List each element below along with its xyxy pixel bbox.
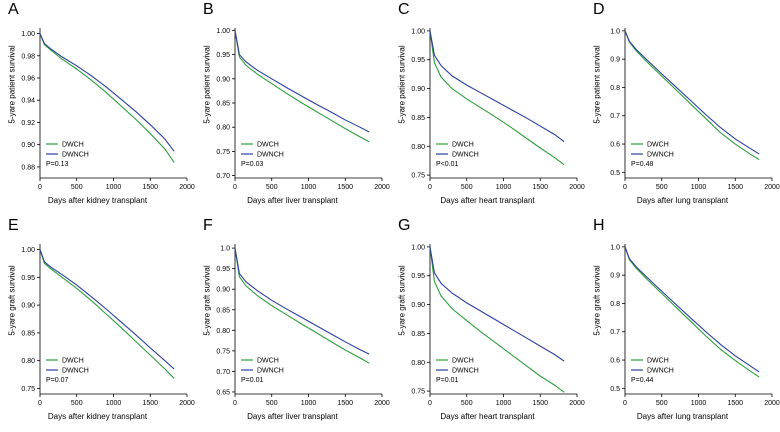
x-tick-label: 1000 [105, 184, 122, 191]
survival-curve-dwch [40, 34, 174, 163]
plot-area [0, 234, 195, 432]
y-axis-label: 5-yare patient survival [202, 45, 212, 124]
x-axis-label: Days after kidney transplant [47, 196, 148, 205]
survival-curve-dwch [235, 30, 369, 141]
y-tick-label: 0.80 [411, 359, 425, 367]
survival-curve-dwch [430, 31, 564, 165]
x-tick-label: 2000 [764, 184, 780, 191]
y-tick-label: 0.7 [610, 329, 620, 337]
chart-svg [0, 234, 195, 432]
x-tick-label: 2000 [374, 400, 390, 407]
chart-panel-a [0, 0, 195, 216]
survival-curve-dwch [40, 250, 174, 379]
survival-curve-dwch [235, 248, 369, 363]
x-tick-label: 500 [460, 400, 473, 407]
legend-label-dwnch: DWNCH [62, 367, 89, 375]
chart-svg [585, 234, 780, 432]
y-tick-label: 0.90 [21, 302, 35, 310]
chart-svg [390, 18, 585, 216]
legend-label-dwnch: DWNCH [647, 367, 674, 375]
panel-letter: E [8, 217, 19, 234]
x-tick-label: 0 [428, 400, 432, 407]
x-tick-label: 2000 [569, 184, 585, 191]
y-tick-label: 0.85 [216, 307, 230, 315]
plot-area [0, 18, 195, 216]
y-tick-label: 0.7 [610, 113, 620, 121]
plot-area [585, 18, 780, 216]
x-tick-label: 1500 [142, 400, 159, 407]
survival-curve-dwch [625, 31, 759, 160]
y-tick-label: 0.90 [411, 86, 425, 94]
chart-panel-b [195, 0, 390, 216]
y-tick-label: 0.75 [21, 385, 35, 393]
x-tick-label: 500 [460, 184, 473, 191]
x-axis-label: Days after liver transplant [247, 412, 338, 421]
survival-curve-dwnch [625, 247, 759, 372]
y-tick-label: 0.80 [411, 143, 425, 151]
y-axis-label: 5-yare graft survival [202, 265, 212, 336]
survival-curve-dwnch [625, 31, 759, 154]
y-tick-label: 0.95 [216, 266, 230, 274]
y-tick-label: 1.0 [220, 245, 230, 253]
y-tick-label: 0.6 [610, 357, 620, 365]
y-tick-label: 0.94 [21, 97, 35, 105]
survival-curve-dwch [430, 247, 564, 392]
y-tick-label: 0.75 [216, 348, 230, 356]
legend-label-dwnch: DWNCH [452, 151, 479, 159]
y-axis-label: 5-yare graft survival [397, 265, 407, 336]
x-tick-label: 2000 [179, 184, 195, 191]
y-tick-label: 1.00 [411, 244, 425, 252]
legend-label-dwch: DWCH [647, 141, 669, 149]
p-value-annotation: P=0.07 [46, 377, 69, 384]
chart-panel-h [585, 216, 780, 432]
legend-label-dwch: DWCH [452, 141, 474, 149]
plot-area [390, 18, 585, 216]
chart-svg [195, 234, 390, 432]
y-tick-label: 0.90 [216, 286, 230, 294]
y-tick-label: 0.65 [216, 389, 230, 397]
panel-letter: G [398, 217, 411, 234]
x-tick-label: 500 [265, 400, 278, 407]
x-axis-label: Days after lung transplant [636, 196, 729, 205]
x-tick-label: 0 [623, 184, 627, 191]
y-tick-label: 0.90 [21, 142, 35, 150]
x-tick-label: 500 [70, 400, 83, 407]
x-tick-label: 500 [655, 400, 668, 407]
chart-panel-g [390, 216, 585, 432]
y-tick-label: 0.6 [610, 141, 620, 149]
y-tick-label: 0.70 [216, 368, 230, 376]
survival-curve-dwnch [40, 34, 174, 152]
y-axis-label: 5-yare patient survival [7, 45, 17, 124]
y-tick-label: 0.96 [21, 75, 35, 83]
plot-area [585, 234, 780, 432]
x-tick-label: 2000 [569, 400, 585, 407]
survival-curve-dwnch [235, 248, 369, 354]
x-tick-label: 2000 [374, 184, 390, 191]
y-axis-label: 5-yare graft survival [7, 265, 17, 336]
y-tick-label: 0.85 [411, 114, 425, 122]
x-tick-label: 2000 [764, 400, 780, 407]
x-axis-label: Days after liver transplant [247, 196, 338, 205]
y-tick-label: 0.5 [610, 169, 620, 177]
panel-letter: A [8, 1, 19, 18]
x-tick-label: 1500 [727, 400, 744, 407]
y-axis-label: 5-yare patient survival [397, 45, 407, 124]
y-tick-label: 0.95 [411, 273, 425, 281]
y-tick-label: 1.0 [610, 244, 620, 252]
chart-svg [585, 18, 780, 216]
y-tick-label: 0.8 [610, 84, 620, 92]
y-tick-label: 0.95 [216, 52, 230, 60]
survival-curve-dwnch [40, 250, 174, 369]
y-tick-label: 0.9 [610, 56, 620, 64]
panel-letter: C [398, 1, 410, 18]
x-tick-label: 1500 [727, 184, 744, 191]
x-tick-label: 1000 [105, 400, 122, 407]
y-tick-label: 0.75 [411, 388, 425, 396]
y-tick-label: 0.9 [610, 272, 620, 280]
chart-panel-e [0, 216, 195, 432]
x-tick-label: 0 [233, 184, 237, 191]
x-tick-label: 1500 [532, 400, 549, 407]
y-tick-label: 0.70 [216, 173, 230, 181]
x-tick-label: 1000 [495, 400, 512, 407]
p-value-annotation: P=0.44 [631, 377, 654, 384]
y-tick-label: 0.98 [21, 53, 35, 61]
y-tick-label: 0.75 [411, 172, 425, 180]
y-tick-label: 1.00 [216, 27, 230, 35]
plot-area [390, 234, 585, 432]
x-tick-label: 1000 [300, 400, 317, 407]
x-tick-label: 1000 [690, 184, 707, 191]
legend-label-dwnch: DWNCH [257, 367, 284, 375]
survival-curve-dwnch [235, 30, 369, 132]
p-value-annotation: P=0.03 [241, 161, 264, 168]
legend-label-dwnch: DWNCH [62, 151, 89, 159]
x-tick-label: 1500 [337, 400, 354, 407]
x-tick-label: 0 [428, 184, 432, 191]
x-axis-label: Days after lung transplant [636, 412, 729, 421]
y-tick-label: 1.0 [610, 28, 620, 36]
x-axis-label: Days after heart transplant [440, 412, 535, 421]
y-tick-label: 1.00 [21, 247, 35, 255]
x-tick-label: 0 [38, 184, 42, 191]
panel-letter: D [593, 1, 605, 18]
x-tick-label: 2000 [179, 400, 195, 407]
legend-label-dwch: DWCH [452, 357, 474, 365]
x-tick-label: 1500 [337, 184, 354, 191]
x-tick-label: 500 [70, 184, 83, 191]
legend-label-dwnch: DWNCH [257, 151, 284, 159]
y-tick-label: 0.88 [21, 164, 35, 172]
x-tick-label: 1000 [300, 184, 317, 191]
legend-label-dwch: DWCH [62, 141, 84, 149]
y-tick-label: 0.80 [216, 327, 230, 335]
y-tick-label: 0.85 [411, 330, 425, 338]
legend-label-dwnch: DWNCH [452, 367, 479, 375]
x-tick-label: 500 [655, 184, 668, 191]
y-tick-label: 0.95 [411, 57, 425, 65]
legend-label-dwch: DWCH [62, 357, 84, 365]
y-tick-label: 0.8 [610, 300, 620, 308]
plot-area [195, 18, 390, 216]
x-tick-label: 0 [623, 400, 627, 407]
y-tick-label: 0.90 [216, 76, 230, 84]
y-axis-label: 5-yare graft survival [592, 265, 602, 336]
legend-label-dwch: DWCH [647, 357, 669, 365]
plot-area [195, 234, 390, 432]
legend-label-dwch: DWCH [257, 141, 279, 149]
y-tick-label: 0.92 [21, 119, 35, 127]
legend-label-dwch: DWCH [257, 357, 279, 365]
x-tick-label: 1000 [690, 400, 707, 407]
y-tick-label: 0.90 [411, 302, 425, 310]
p-value-annotation: P<0.01 [436, 161, 459, 168]
y-axis-label: 5-yare patient survival [592, 45, 602, 124]
x-tick-label: 500 [265, 184, 278, 191]
x-tick-label: 0 [233, 400, 237, 407]
y-tick-label: 0.85 [216, 100, 230, 108]
chart-svg [390, 234, 585, 432]
x-axis-label: Days after heart transplant [440, 196, 535, 205]
panel-letter: B [203, 1, 214, 18]
y-tick-label: 1.00 [21, 31, 35, 39]
survival-curve-dwch [625, 247, 759, 377]
chart-panel-c [390, 0, 585, 216]
y-tick-label: 0.5 [610, 385, 620, 393]
p-value-annotation: P=0.48 [631, 161, 654, 168]
chart-svg [0, 18, 195, 216]
x-tick-label: 1500 [532, 184, 549, 191]
x-axis-label: Days after kidney transplant [47, 412, 148, 421]
chart-panel-f [195, 216, 390, 432]
legend-label-dwnch: DWNCH [647, 151, 674, 159]
y-tick-label: 0.80 [21, 358, 35, 366]
p-value-annotation: P=0.01 [436, 377, 459, 384]
chart-svg [195, 18, 390, 216]
panel-letter: H [593, 217, 605, 234]
x-tick-label: 1500 [142, 184, 159, 191]
p-value-annotation: P=0.13 [46, 161, 69, 168]
panel-letter: F [203, 217, 213, 234]
y-tick-label: 1.00 [411, 28, 425, 36]
x-tick-label: 0 [38, 400, 42, 407]
y-tick-label: 0.75 [216, 148, 230, 156]
chart-panel-d [585, 0, 780, 216]
x-tick-label: 1000 [495, 184, 512, 191]
y-tick-label: 0.95 [21, 274, 35, 282]
p-value-annotation: P=0.01 [241, 377, 264, 384]
y-tick-label: 0.85 [21, 330, 35, 338]
y-tick-label: 0.80 [216, 124, 230, 132]
